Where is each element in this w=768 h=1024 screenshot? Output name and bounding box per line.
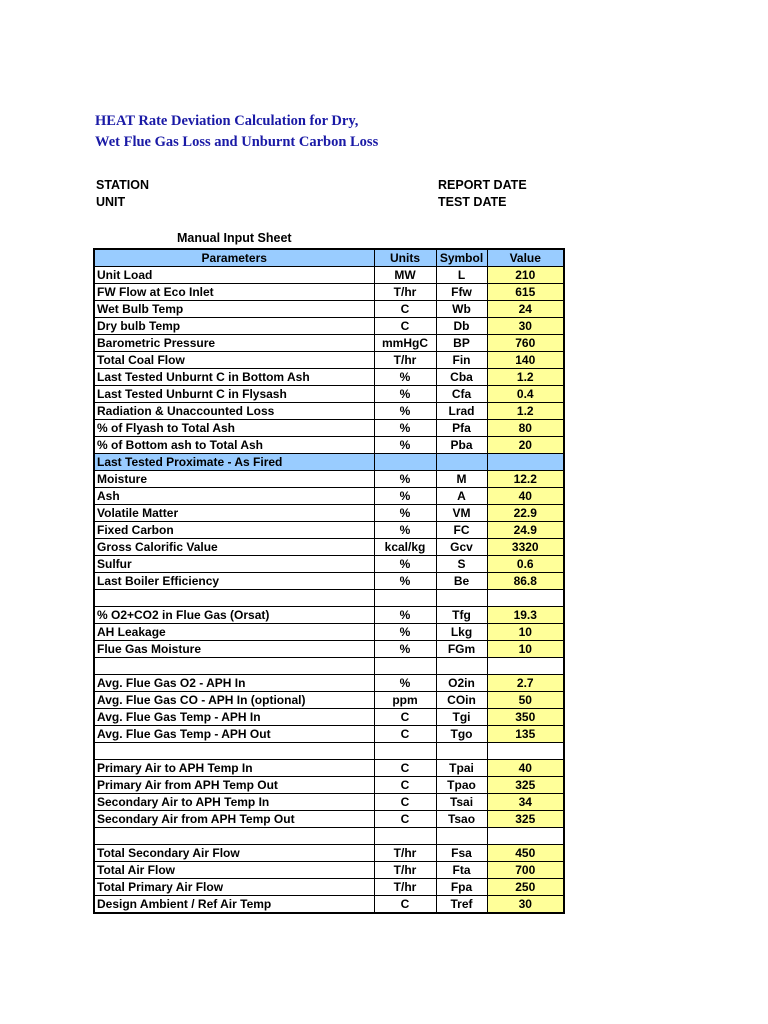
parameter-cell: Radiation & Unaccounted Loss [94,403,374,420]
units-cell: C [374,811,436,828]
value-cell: 700 [487,862,564,879]
value-cell: 50 [487,692,564,709]
manual-input-table [93,248,565,914]
value-cell: 250 [487,879,564,896]
table-row [94,556,564,573]
value-cell: 0.6 [487,556,564,573]
symbol-cell: Gcv [436,539,487,556]
parameter-cell [94,590,374,607]
report-date-label: REPORT DATE [438,178,527,192]
symbol-cell: Tsai [436,794,487,811]
value-cell: 40 [487,488,564,505]
symbol-cell: Fpa [436,879,487,896]
table-row [94,352,564,369]
table-row [94,811,564,828]
value-cell: 135 [487,726,564,743]
symbol-cell: Tgo [436,726,487,743]
parameter-cell [94,658,374,675]
units-cell: % [374,556,436,573]
units-cell: T/hr [374,352,436,369]
table-row [94,760,564,777]
parameter-cell: % of Bottom ash to Total Ash [94,437,374,454]
table-row [94,896,564,914]
units-cell: % [374,607,436,624]
units-cell [374,658,436,675]
table-row [94,641,564,658]
document-title-line-2: Wet Flue Gas Loss and Unburnt Carbon Loss [95,134,379,150]
parameter-cell: Primary Air from APH Temp Out [94,777,374,794]
parameter-cell: Last Tested Unburnt C in Flysash [94,386,374,403]
symbol-cell: A [436,488,487,505]
table-row [94,318,564,335]
symbol-cell: Tfg [436,607,487,624]
units-cell: % [374,505,436,522]
table-row [94,777,564,794]
parameter-cell: Barometric Pressure [94,335,374,352]
symbol-cell: Wb [436,301,487,318]
spacer-row [94,658,564,675]
table-row [94,573,564,590]
units-cell [374,743,436,760]
parameter-cell [94,828,374,845]
table-row [94,794,564,811]
units-cell: % [374,420,436,437]
document-title-line-1: HEAT Rate Deviation Calculation for Dry, [95,113,359,129]
table-row [94,879,564,896]
parameter-cell: Moisture [94,471,374,488]
value-cell: 615 [487,284,564,301]
table-row [94,726,564,743]
units-cell: % [374,471,436,488]
parameter-cell: Total Primary Air Flow [94,879,374,896]
units-cell: % [374,369,436,386]
table-row [94,267,564,284]
value-cell: 22.9 [487,505,564,522]
symbol-cell: Db [436,318,487,335]
value-cell: 19.3 [487,607,564,624]
units-cell: C [374,318,436,335]
units-cell: C [374,709,436,726]
symbol-cell [436,658,487,675]
units-cell: % [374,488,436,505]
header-value: Value [487,249,564,267]
value-cell: 1.2 [487,403,564,420]
units-cell: C [374,777,436,794]
units-cell: % [374,522,436,539]
symbol-cell: Tpao [436,777,487,794]
symbol-cell: COin [436,692,487,709]
value-cell: 140 [487,352,564,369]
symbol-cell: VM [436,505,487,522]
value-cell: 10 [487,641,564,658]
symbol-cell: Fin [436,352,487,369]
parameter-cell: Wet Bulb Temp [94,301,374,318]
table-row [94,471,564,488]
parameter-cell: Avg. Flue Gas Temp - APH In [94,709,374,726]
table-row [94,284,564,301]
table-row [94,335,564,352]
symbol-cell: FC [436,522,487,539]
value-cell: 34 [487,794,564,811]
unit-label: UNIT [96,195,126,209]
value-cell: 325 [487,777,564,794]
units-cell: kcal/kg [374,539,436,556]
units-cell: C [374,794,436,811]
parameter-cell: Last Tested Unburnt C in Bottom Ash [94,369,374,386]
table-row [94,624,564,641]
units-cell: % [374,641,436,658]
parameter-cell: Volatile Matter [94,505,374,522]
value-cell: 30 [487,896,564,914]
parameter-cell: Design Ambient / Ref Air Temp [94,896,374,914]
symbol-cell [436,454,487,471]
units-cell: ppm [374,692,436,709]
value-cell: 30 [487,318,564,335]
parameter-cell: Total Coal Flow [94,352,374,369]
value-cell [487,828,564,845]
units-cell [374,590,436,607]
spacer-row [94,828,564,845]
table-row [94,675,564,692]
parameter-cell: Total Secondary Air Flow [94,845,374,862]
units-cell: % [374,403,436,420]
parameter-cell: Total Air Flow [94,862,374,879]
parameter-cell: Last Boiler Efficiency [94,573,374,590]
table-row [94,301,564,318]
parameter-cell: % of Flyash to Total Ash [94,420,374,437]
value-cell: 10 [487,624,564,641]
table-row [94,403,564,420]
symbol-cell: Fta [436,862,487,879]
parameter-cell: FW Flow at Eco Inlet [94,284,374,301]
value-cell: 325 [487,811,564,828]
spacer-row [94,743,564,760]
units-cell: C [374,760,436,777]
header-parameters: Parameters [94,249,374,267]
units-cell: C [374,301,436,318]
symbol-cell: Tsao [436,811,487,828]
parameter-cell [94,743,374,760]
value-cell: 12.2 [487,471,564,488]
value-cell: 1.2 [487,369,564,386]
parameter-cell: Last Tested Proximate - As Fired [94,454,374,471]
table-row [94,505,564,522]
value-cell: 2.7 [487,675,564,692]
station-label: STATION [96,178,150,192]
symbol-cell: Tgi [436,709,487,726]
table-row [94,692,564,709]
symbol-cell: Be [436,573,487,590]
value-cell [487,590,564,607]
parameter-cell: % O2+CO2 in Flue Gas (Orsat) [94,607,374,624]
value-cell: 80 [487,420,564,437]
table-row [94,709,564,726]
parameter-cell: Avg. Flue Gas Temp - APH Out [94,726,374,743]
value-cell [487,658,564,675]
parameter-cell: Avg. Flue Gas O2 - APH In [94,675,374,692]
symbol-cell: Lkg [436,624,487,641]
units-cell [374,454,436,471]
units-cell: % [374,675,436,692]
spacer-row [94,590,564,607]
parameter-cell: Avg. Flue Gas CO - APH In (optional) [94,692,374,709]
symbol-cell [436,743,487,760]
symbol-cell: Tpai [436,760,487,777]
units-cell: MW [374,267,436,284]
symbol-cell: Cba [436,369,487,386]
test-date-label: TEST DATE [438,195,507,209]
value-cell [487,454,564,471]
value-cell: 3320 [487,539,564,556]
sheet-label: Manual Input Sheet [177,231,292,245]
table-row [94,539,564,556]
header-symbol: Symbol [436,249,487,267]
symbol-cell: Pba [436,437,487,454]
symbol-cell [436,590,487,607]
value-cell: 20 [487,437,564,454]
symbol-cell: M [436,471,487,488]
value-cell: 450 [487,845,564,862]
value-cell: 210 [487,267,564,284]
units-cell [374,828,436,845]
units-cell: T/hr [374,284,436,301]
parameter-cell: AH Leakage [94,624,374,641]
parameter-cell: Primary Air to APH Temp In [94,760,374,777]
symbol-cell: BP [436,335,487,352]
symbol-cell: Pfa [436,420,487,437]
value-cell: 40 [487,760,564,777]
units-cell: T/hr [374,862,436,879]
value-cell [487,743,564,760]
symbol-cell: S [436,556,487,573]
symbol-cell [436,828,487,845]
symbol-cell: Lrad [436,403,487,420]
symbol-cell: Fsa [436,845,487,862]
table-row [94,607,564,624]
table-row [94,488,564,505]
value-cell: 86.8 [487,573,564,590]
parameter-cell: Fixed Carbon [94,522,374,539]
parameter-cell: Dry bulb Temp [94,318,374,335]
units-cell: C [374,896,436,914]
symbol-cell: FGm [436,641,487,658]
table-row [94,862,564,879]
parameter-cell: Gross Calorific Value [94,539,374,556]
units-cell: % [374,386,436,403]
value-cell: 24.9 [487,522,564,539]
parameter-cell: Flue Gas Moisture [94,641,374,658]
units-cell: T/hr [374,845,436,862]
parameter-cell: Secondary Air to APH Temp In [94,794,374,811]
units-cell: % [374,624,436,641]
symbol-cell: Cfa [436,386,487,403]
value-cell: 24 [487,301,564,318]
value-cell: 0.4 [487,386,564,403]
header-units: Units [374,249,436,267]
parameter-cell: Unit Load [94,267,374,284]
section-header-row [94,454,564,471]
units-cell: C [374,726,436,743]
units-cell: % [374,437,436,454]
symbol-cell: Tref [436,896,487,914]
table-row [94,437,564,454]
parameter-cell: Secondary Air from APH Temp Out [94,811,374,828]
table-header-row [94,249,564,267]
units-cell: % [374,573,436,590]
parameter-cell: Sulfur [94,556,374,573]
parameter-cell: Ash [94,488,374,505]
table-row [94,522,564,539]
units-cell: T/hr [374,879,436,896]
units-cell: mmHgC [374,335,436,352]
symbol-cell: L [436,267,487,284]
value-cell: 350 [487,709,564,726]
symbol-cell: Ffw [436,284,487,301]
symbol-cell: O2in [436,675,487,692]
table-row [94,420,564,437]
table-row [94,369,564,386]
table-row [94,845,564,862]
value-cell: 760 [487,335,564,352]
table-row [94,386,564,403]
